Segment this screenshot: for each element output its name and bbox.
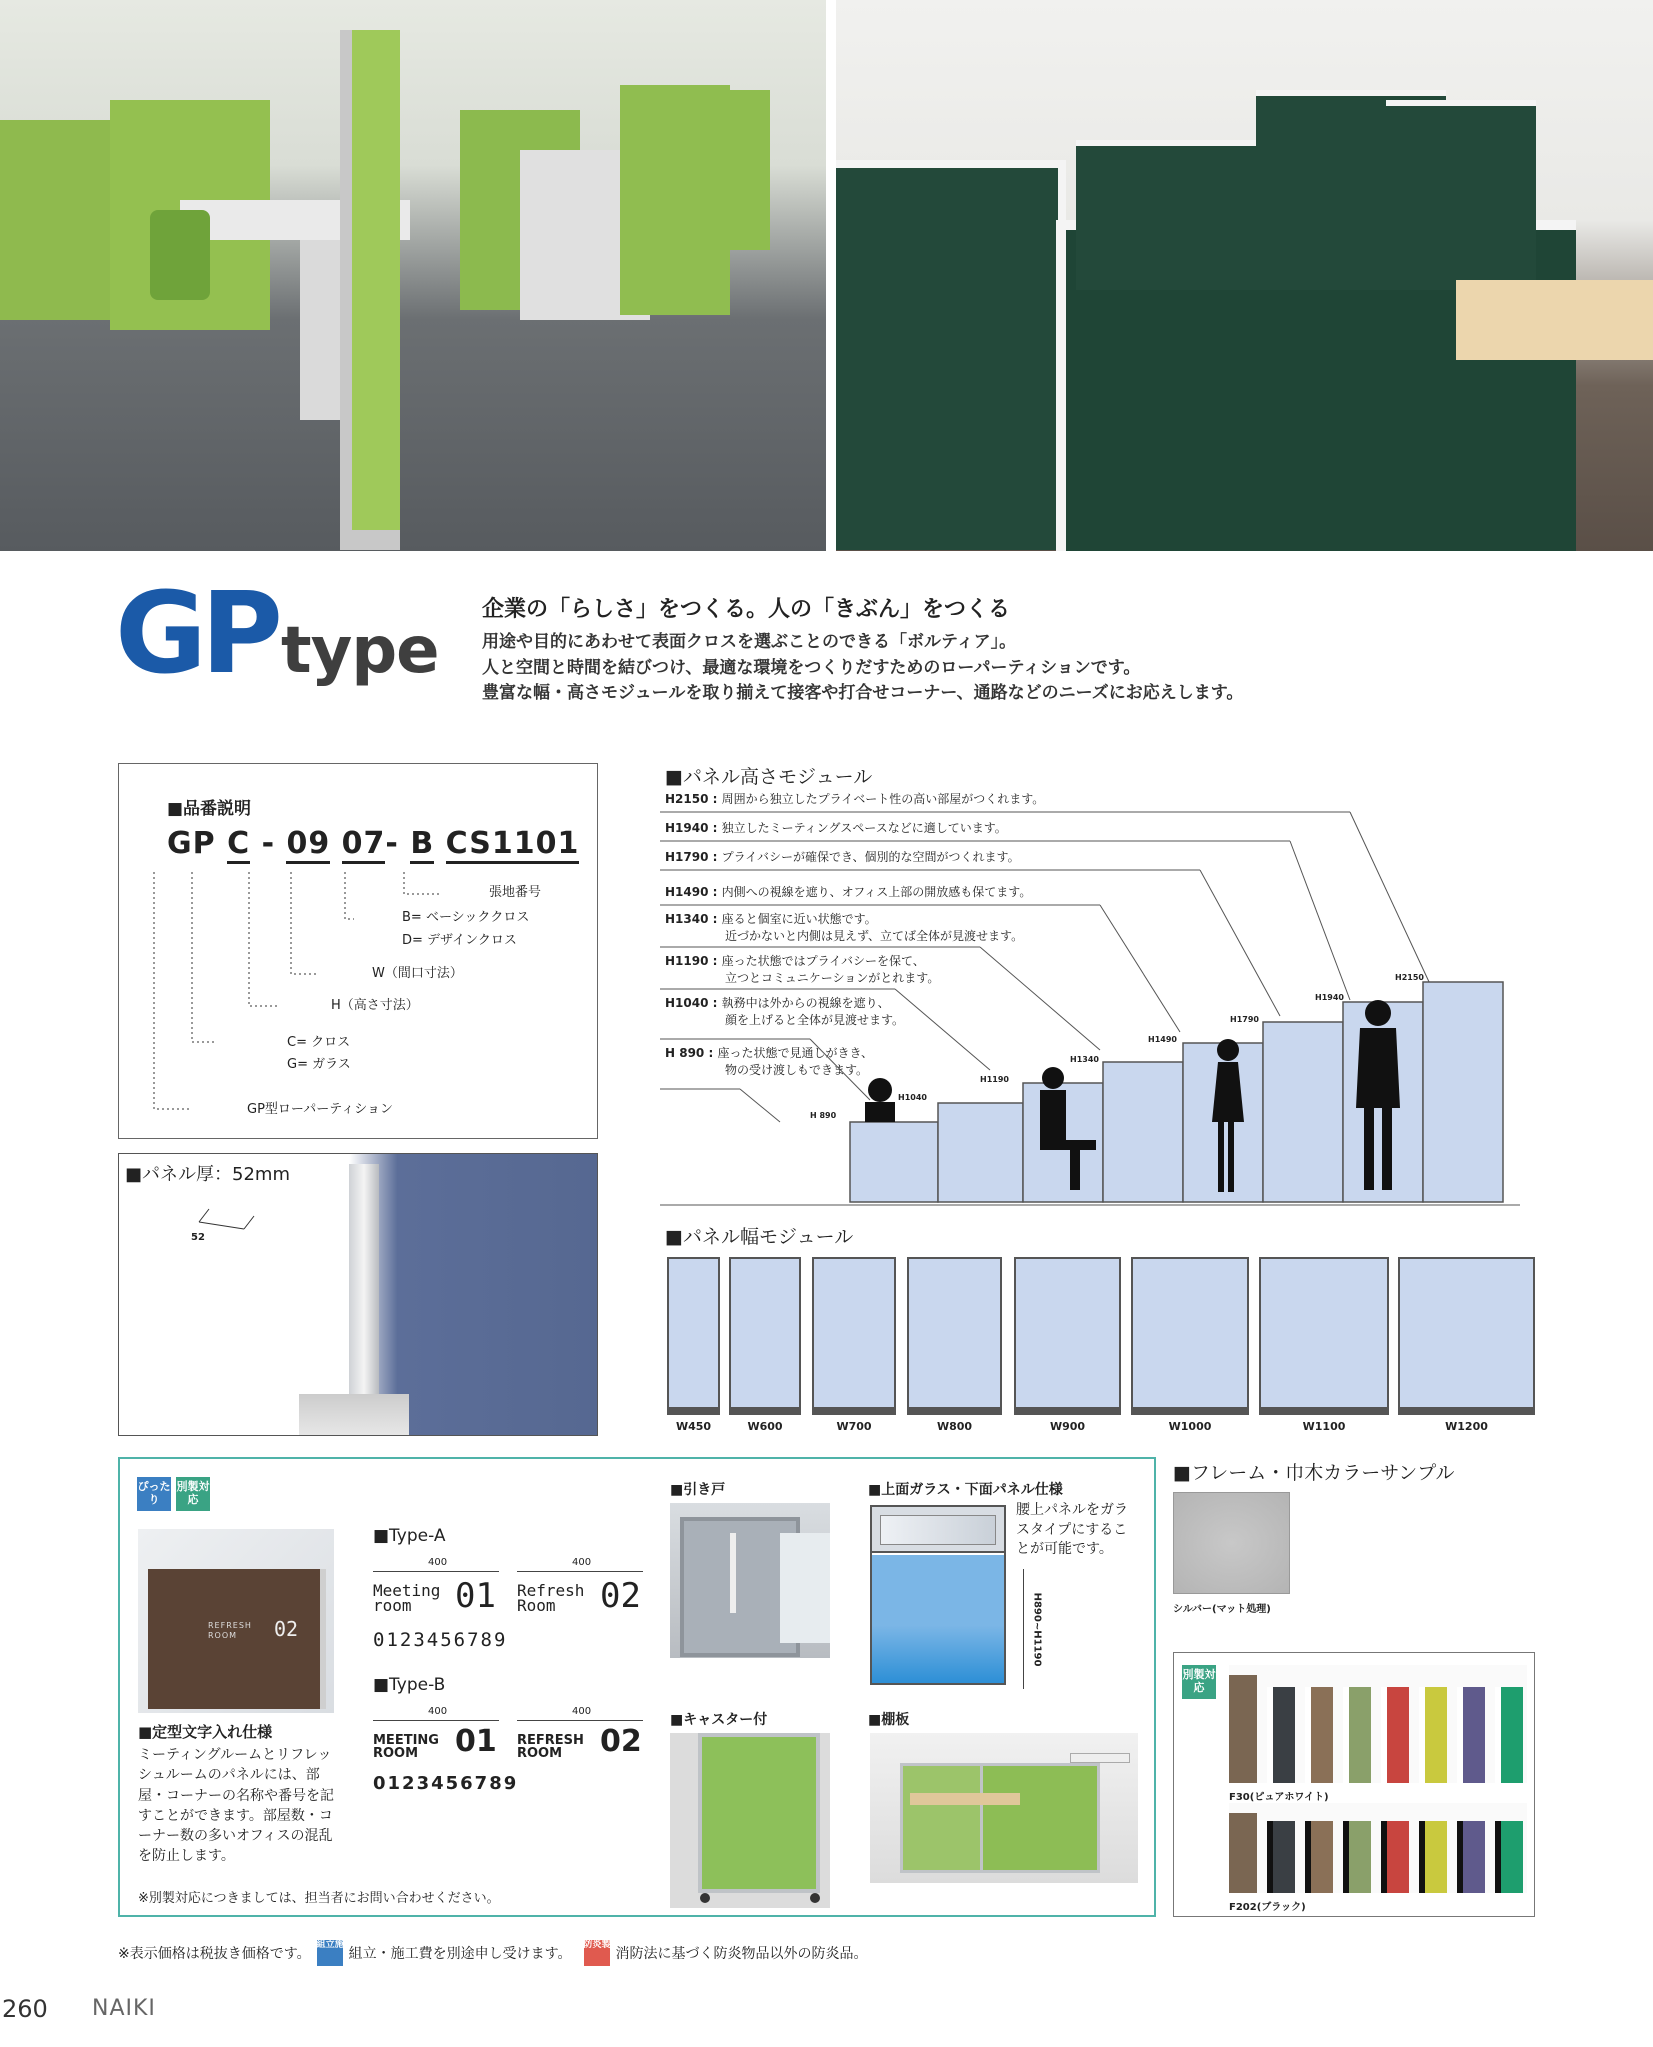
height-desc: 顔を上げると全体が見渡せます。: [725, 1013, 905, 1027]
height-code: H1340: [665, 912, 709, 926]
width-label: W1000: [1168, 1420, 1212, 1433]
part-number-leader-lines: [119, 764, 599, 1140]
footer-fireproof-note: 消防法に基づく防炎物品以外の防炎品。: [615, 1946, 868, 1962]
height-item-1190: H1190 : 座った状態ではプライバシーを保て、 立つとコミュニケーションがとれます。: [665, 954, 940, 985]
a-meeting: Meeting room: [373, 1581, 441, 1616]
height-code: H1490: [665, 885, 709, 899]
f30-swatch: [1457, 1687, 1485, 1783]
f202-swatch: [1305, 1821, 1333, 1893]
width-label: W600: [747, 1420, 783, 1433]
f30-swatch: [1229, 1675, 1257, 1783]
badge-custom: 別製対応: [176, 1477, 210, 1511]
sign-photo: [138, 1529, 334, 1713]
shelf-title: ■棚板: [868, 1712, 910, 1728]
type-a-title: ■Type-A: [373, 1526, 446, 1546]
f30-swatch: [1495, 1687, 1523, 1783]
f202-swatch: [1267, 1821, 1295, 1893]
height-item-1490: H1490 : 内側への視線を遮り、オフィス上部の開放感も保てます。: [665, 885, 1032, 899]
f202-swatch: [1381, 1821, 1409, 1893]
height-desc: 独立したミーティングスペースなどに適しています。: [721, 821, 1007, 835]
caster-title: ■キャスター付: [670, 1712, 768, 1728]
note-design: D= デザインクロス: [402, 933, 517, 948]
a-refresh: Refresh Room: [517, 1581, 585, 1616]
thickness-dim-label: 52: [191, 1232, 205, 1243]
sliding-door-title: ■引き戸: [670, 1482, 726, 1498]
code-c: C: [227, 826, 250, 864]
width-panel-w1200: [1398, 1257, 1535, 1415]
height-item-1940: H1940 : 独立したミーティングスペースなどに適しています。: [665, 821, 1007, 835]
brand-name: NAIKI: [92, 1996, 156, 2021]
f30-swatch: [1381, 1687, 1409, 1783]
logo-main: GP: [115, 569, 278, 699]
diagram-label: H2150: [1395, 973, 1424, 982]
sign-photo-num: 02: [274, 1617, 299, 1641]
sign-text: ミーティングルームとリフレッシュルームのパネルには、部屋・コーナーの名称や番号を記すことができます。部屋数・コーナー数の多いオフィスの混乱を防止します。: [138, 1747, 334, 1865]
diagram-label: H1040: [898, 1093, 927, 1102]
part-number-title: ■品番説明: [167, 799, 252, 819]
diagram-label: H 890: [810, 1111, 837, 1120]
note-gp: GP型ローパーティション: [247, 1102, 393, 1117]
code-dash2: -: [385, 826, 399, 861]
type-b-dim: 400: [572, 1706, 592, 1717]
height-code: H2150: [665, 792, 709, 806]
glass-text: 腰上パネルをガラスタイプにすることが可能です。: [1016, 1502, 1128, 1558]
type-a-dim: 400: [428, 1557, 448, 1568]
diagram-label: H1790: [1230, 1015, 1259, 1024]
height-module-title: ■パネル高さモジュール: [665, 766, 873, 788]
f202-swatch: [1495, 1821, 1523, 1893]
silver-label: シルバー(マット処理): [1173, 1604, 1271, 1615]
sign-title: ■定型文字入れ仕様: [138, 1723, 273, 1741]
height-desc: 座った状態ではプライバシーを保て、: [721, 954, 925, 968]
height-code: H1940: [665, 821, 709, 835]
page-number: 260: [2, 1995, 48, 2023]
diagram-label: H1340: [1070, 1055, 1099, 1064]
part-number-box: [118, 763, 598, 1139]
panel-thickness-title: ■パネル厚：52mm: [125, 1164, 290, 1185]
code-h: 09: [286, 826, 330, 864]
type-b-dim: 400: [428, 1706, 448, 1717]
note-g: G= ガラス: [287, 1057, 351, 1072]
width-panel-w600: [729, 1257, 801, 1415]
width-label: W700: [836, 1420, 872, 1433]
diagram-label: H1490: [1148, 1035, 1177, 1044]
note-c: C= クロス: [287, 1035, 351, 1050]
b-refresh: REFRESH ROOM: [517, 1733, 584, 1761]
code-cloth-no: CS1101: [446, 826, 580, 864]
b-meeting: MEETING ROOM: [373, 1733, 439, 1761]
height-code: H1190: [665, 954, 709, 968]
width-label: W800: [936, 1420, 973, 1433]
height-desc: 周囲から独立したプライベート性の高い部屋がつくれます。: [721, 792, 1045, 806]
height-code: H1040: [665, 996, 709, 1010]
sliding-door-photo: [670, 1503, 830, 1658]
note-w: W（間口寸法）: [372, 966, 463, 981]
badge-assembly: 組立施工: [317, 1940, 343, 1966]
badge-pittari: ぴったり: [137, 1477, 171, 1511]
height-code: H 890: [665, 1046, 705, 1060]
footer-notes: [118, 1940, 868, 1966]
code-gp: GP: [167, 826, 216, 861]
glass-diagram: [870, 1505, 1006, 1685]
b-meeting-num: 01: [455, 1724, 497, 1759]
badge-fireproof: 防炎製品: [584, 1940, 610, 1966]
f30-label: F30(ピュアホワイト): [1229, 1792, 1329, 1803]
height-item-890: H 890 : 座った状態で見通しがきき、 物の受け渡しもできます。: [665, 1046, 873, 1077]
width-panel-w700: [812, 1257, 896, 1415]
glass-title: ■上面ガラス・下面パネル仕様: [868, 1482, 1063, 1498]
silver-swatch: [1173, 1492, 1290, 1594]
office-photo-darkgreen: [836, 0, 1653, 551]
width-panel-w1100: [1259, 1257, 1389, 1415]
height-desc: 執務中は外からの視線を遮り、: [721, 996, 890, 1010]
width-panel-w450: [667, 1257, 720, 1415]
width-module-title: ■パネル幅モジュール: [665, 1226, 854, 1248]
diagram-label: H1940: [1315, 993, 1344, 1002]
b-refresh-num: 02: [600, 1724, 642, 1759]
a-digits: 0123456789: [373, 1629, 508, 1651]
gp-logo: [115, 569, 439, 699]
hero-desc: [482, 630, 1243, 707]
code-dash: -: [261, 826, 276, 861]
note-basic: B= ベーシッククロス: [402, 910, 530, 925]
height-item-2150: H2150 : 周囲から独立したプライベート性の高い部屋がつくれます。: [665, 792, 1045, 806]
height-desc: 内側への視線を遮り、オフィス上部の開放感も保てます。: [721, 885, 1032, 899]
width-panel-w1000: [1131, 1257, 1249, 1415]
f30-swatch: [1343, 1687, 1371, 1783]
note-h: H（高さ寸法）: [331, 998, 419, 1013]
diagram-label: H1190: [980, 1075, 1009, 1084]
note-cloth-no: 張地番号: [489, 885, 542, 900]
f202-swatch: [1457, 1821, 1485, 1893]
height-code: H1790: [665, 850, 709, 864]
color-sample-title: ■フレーム・巾木カラーサンプル: [1173, 1462, 1455, 1484]
f30-swatch: [1267, 1687, 1295, 1783]
b-digits: 0123456789: [373, 1773, 519, 1794]
footer-assembly-note: 組立・施工費を別途申し受けます。: [348, 1946, 572, 1962]
hero-desc-line: 用途や目的にあわせて表面クロスを選ぶことのできる「ボルティア」。: [482, 632, 1017, 652]
hero-desc-line: 豊富な幅・高さモジュールを取り揃えて接客や打合せコーナー、通路などのニーズにお応えします。: [482, 683, 1244, 703]
f30-swatch: [1305, 1687, 1333, 1783]
height-desc: 立つとコミュニケーションがとれます。: [725, 971, 940, 985]
custom-note: ※別製対応につきましては、担当者にお問い合わせください。: [138, 1891, 500, 1906]
hero-headline: 企業の「らしさ」をつくる。人の「きぶん」をつくる: [482, 597, 1011, 622]
type-b-title: ■Type-B: [373, 1675, 446, 1695]
glass-dim: H890~H1190: [1031, 1592, 1043, 1667]
office-photo-green: [0, 0, 826, 551]
caster-photo: [670, 1733, 830, 1908]
f202-label: F202(ブラック): [1229, 1902, 1306, 1913]
f202-swatches: [1229, 1803, 1527, 1893]
color-badge: 別製対応: [1182, 1665, 1216, 1699]
f30-swatch: [1419, 1687, 1447, 1783]
height-item-1790: H1790 : プライバシーが確保でき、個別的な空間がつくれます。: [665, 850, 1020, 864]
width-label: W1200: [1445, 1420, 1488, 1433]
f202-swatch: [1229, 1813, 1257, 1893]
type-a-dim: 400: [572, 1557, 592, 1568]
width-panel-w900: [1014, 1257, 1121, 1415]
color-sample-box: [1173, 1652, 1535, 1917]
options-box: [118, 1457, 1156, 1917]
sign-photo-text: REFRESH ROOM: [208, 1621, 252, 1640]
panel-thickness-box: [118, 1153, 598, 1436]
f202-swatch: [1343, 1821, 1371, 1893]
logo-sub: type: [281, 614, 439, 688]
hero-desc-line: 人と空間と時間を結びつけ、最適な環境をつくりだすためのローパーティションです。: [482, 657, 1141, 678]
width-label: W450: [675, 1420, 712, 1433]
footer-tax-note: ※表示価格は税抜き価格です。: [118, 1946, 311, 1962]
height-desc: 物の受け渡しもできます。: [725, 1063, 869, 1077]
width-label: W900: [1049, 1420, 1086, 1433]
height-desc: 近づかないと内側は見えず、立てば全体が見渡せます。: [725, 929, 1024, 943]
f30-swatches: [1229, 1665, 1527, 1783]
height-module-diagram: [660, 800, 1520, 1220]
shelf-photo: [870, 1733, 1138, 1883]
height-desc: プライバシーが確保でき、個別的な空間がつくれます。: [721, 850, 1020, 864]
thickness-dimension-line: [119, 1154, 598, 1436]
height-item-1340: H1340 : 座ると個室に近い状態です。 近づかないと内側は見えず、立てば全体が見渡せます。: [665, 912, 1024, 943]
a-meeting-num: 01: [455, 1576, 496, 1616]
width-label: W1100: [1302, 1420, 1346, 1433]
f202-swatch: [1419, 1821, 1447, 1893]
a-refresh-num: 02: [600, 1576, 641, 1616]
code-w: 07: [342, 826, 386, 864]
height-item-1040: H1040 : 執務中は外からの視線を遮り、 顔を上げると全体が見渡せます。: [665, 996, 905, 1027]
height-desc: 座ると個室に近い状態です。: [721, 912, 877, 926]
height-desc: 座った状態で見通しがきき、: [717, 1046, 873, 1060]
width-panel-w800: [907, 1257, 1002, 1415]
code-cloth-type: B: [410, 826, 434, 864]
